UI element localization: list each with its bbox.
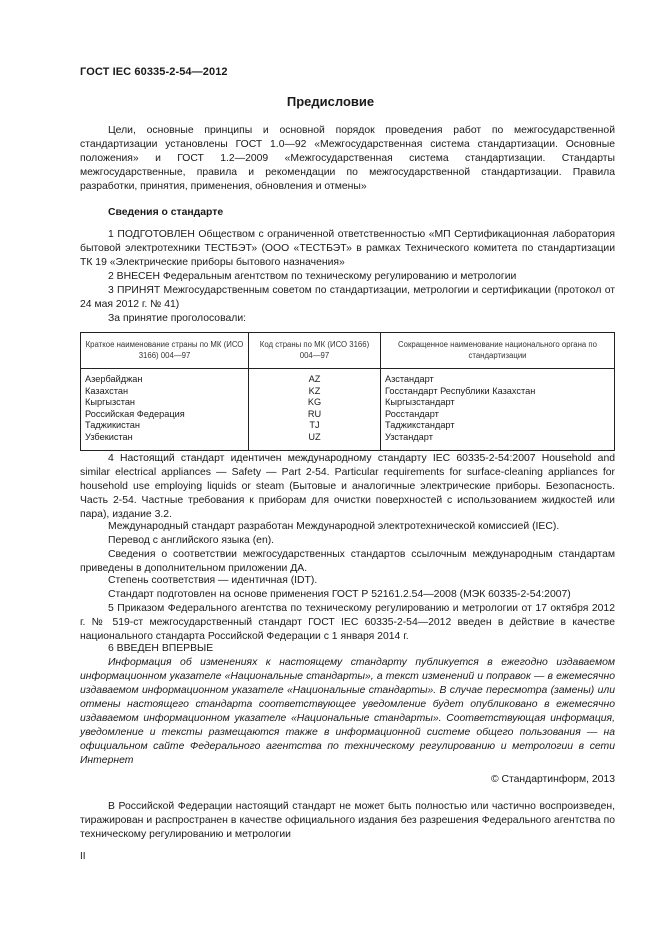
body-cell: Росстандарт [381, 409, 615, 421]
voted-label: За принятие проголосовали: [108, 313, 247, 324]
degree-paragraph: Степень соответствия — идентичная (IDT). [108, 575, 318, 586]
country-cell: Таджикистан [81, 420, 249, 432]
country-cell: Узбекистан [81, 432, 249, 450]
section-heading: Сведения о стандарте [108, 207, 224, 218]
intro-paragraph: Цели, основные принципы и основной порядок проведения работ по межгосударственной стандартизации установлены ГОСТ 1.0—92 «Межгосударственная система стандартизации. Основные положения» и ГОСТ 1.2—2009 «Межгосударственная система стандартизации. Стандарты межгосударственные, правила и рекомендации по межгосударственной стандартизации. Правила разработки, принятия, применения, обновления и отмены» [80, 125, 615, 192]
document-header: ГОСТ IEC 60335-2-54—2012 [80, 66, 228, 78]
body-cell: Узстандарт [381, 432, 615, 450]
page-title: Предисловие [286, 94, 375, 109]
code-cell: KG [249, 397, 381, 409]
body-cell: Госстандарт Республики Казахстан [381, 386, 615, 398]
body-cell: Азстандарт [381, 369, 615, 386]
item-2: 2 ВНЕСЕН Федеральным агентством по техническому регулированию и метрологии [108, 271, 517, 282]
body-cell: Таджикстандарт [381, 420, 615, 432]
country-cell: Кыргызстан [81, 397, 249, 409]
voting-table [80, 332, 615, 451]
iec-paragraph: Международный стандарт разработан Международной электротехнической комиссией (IEC). [108, 521, 560, 532]
item-1: 1 ПОДГОТОВЛЕН Обществом с ограниченной ответственностью «МП Сертификационная лаборатория бытовой электротехники ТЕСТБЭТ» (ООО «ТЕСТБЭТ» в рамках Технического комитета по стандартизации ТК 19 «Электрические приборы бытового назначения» [80, 229, 615, 268]
code-cell: KZ [249, 386, 381, 398]
table-header-code: Код страны по МК (ИСО 3166) 004—97 [249, 333, 381, 369]
item-5: 5 Приказом Федерального агентства по техническому регулированию и метрологии от 17 октября 2012 г. № 519-ст межгосударственный стандарт ГОСТ IEC 60335-2-54—2012 введен в действие в качестве национального стандарта Российской Федерации с 1 января 2014 г. [80, 603, 615, 642]
code-cell: AZ [249, 369, 381, 386]
table-row [81, 420, 615, 432]
page-number: II [80, 851, 86, 862]
language-paragraph: Перевод с английского языка (en). [108, 535, 275, 546]
reproduction-notice: В Российской Федерации настоящий стандарт не может быть полностью или частично воспроизведен, тиражирован и распространен в качестве официального издания без разрешения Федерального агентства по техническому регулированию и метрологии [80, 801, 615, 840]
code-cell: TJ [249, 420, 381, 432]
table-row [81, 386, 615, 398]
table-row [81, 432, 615, 450]
table-row [81, 369, 615, 386]
table-row [81, 409, 615, 421]
item-3: 3 ПРИНЯТ Межгосударственным советом по стандартизации, метрологии и сертификации (протокол от 24 мая 2012 г. № 41) [80, 285, 615, 310]
code-cell: RU [249, 409, 381, 421]
item-4: 4 Настоящий стандарт идентичен международному стандарту IEC 60335-2-54:2007 Household and similar electrical appliances — Safety — Part 2-54. Particular requirements for surface-cleaning appliances for household use employing liquids or steam (Бытовые и аналогичные электрические приборы. Безопасность. Часть 2-54. Частные требования к приборам для очистки поверхностей с использованием жидкостей или пара), издание 3.2. [80, 453, 615, 520]
changes-notice: Информация об изменениях к настоящему стандарту публикуется в ежегодно издаваемом информационном указателе «Национальные стандарты», а текст изменений и поправок — в ежемесячно издаваемом информационном указателе «Национальные стандарты». В случае пересмотра (замены) или отмены настоящего стандарта соответствующее уведомление будет опубликовано в ежемесячно издаваемом информационном указателе «Национальные стандарты». Соответствующая информация, уведомление и тексты размещаются также в информационной системе общего пользования — на официальном сайте Федерального агентства по техническому регулированию и метрологии в сети Интернет [80, 657, 615, 766]
country-cell: Азербайджан [81, 369, 249, 386]
table-header-body: Сокращенное наименование национального органа по стандартизации [381, 333, 615, 369]
references-paragraph: Сведения о соответствии межгосударственных стандартов ссылочным международным стандартам приведены в дополнительном приложении ДА. [80, 549, 615, 574]
copyright-notice: © Стандартинформ, 2013 [490, 774, 615, 785]
body-cell: Кыргызстандарт [381, 397, 615, 409]
table-header-country: Краткое наименование страны по МК (ИСО 3166) 004—97 [81, 333, 249, 369]
table-row [81, 397, 615, 409]
country-cell: Казахстан [81, 386, 249, 398]
code-cell: UZ [249, 432, 381, 450]
basis-paragraph: Стандарт подготовлен на основе применения ГОСТ Р 52161.2.54—2008 (МЭК 60335-2-54:2007) [108, 589, 571, 600]
item-6: 6 ВВЕДЕН ВПЕРВЫЕ [108, 643, 214, 654]
country-cell: Российская Федерация [81, 409, 249, 421]
